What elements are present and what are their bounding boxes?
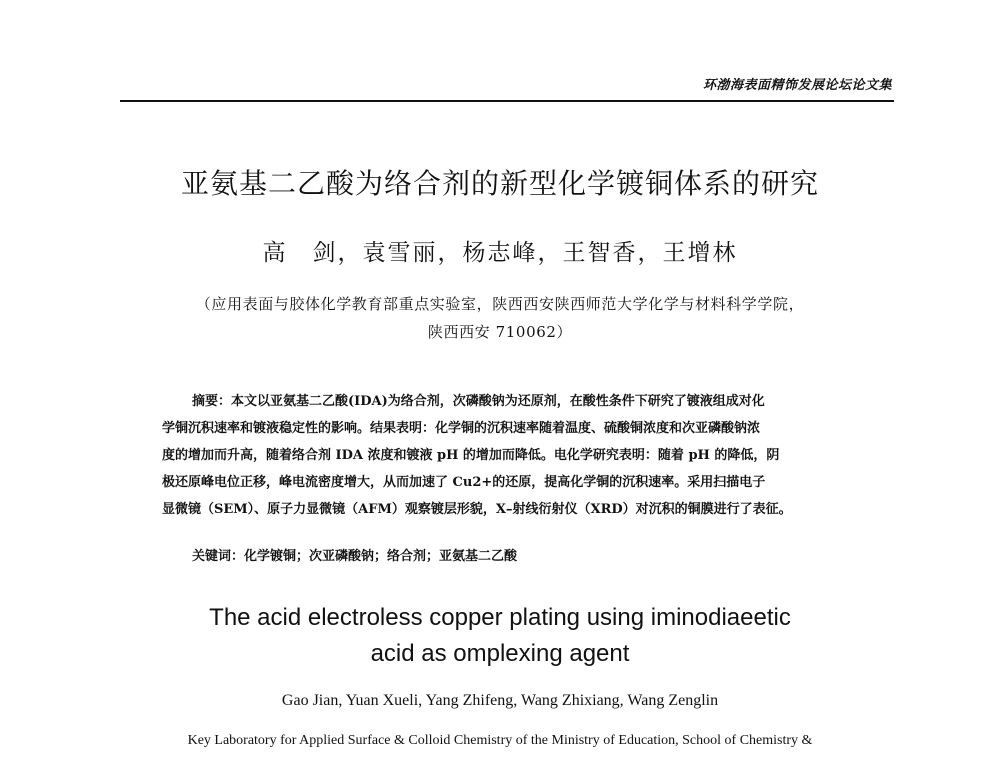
abstract-line: 显微镜（SEM）、原子力显微镜（AFM）观察镀层形貌，X–射线衍射仪（XRD）对沉积的铜膜进行了表征。 (162, 502, 792, 517)
paper-title-en (0, 600, 1000, 672)
paper-title-en-line2: acid as omplexing agent (370, 640, 630, 667)
abstract-line: 学铜沉积速率和镀液稳定性的影响。结果表明：化学铜的沉积速率随着温度、硫酸铜浓度和次亚磷酸钠浓 (162, 421, 761, 436)
paper-title-en-line1: The acid electroless copper plating using iminodiaeetic (209, 604, 791, 631)
keywords-cn: 关键词：化学镀铜；次亚磷酸钠；络合剂；亚氨基二乙酸 (192, 549, 518, 564)
abstract-line: 极还原峰电位正移，峰电流密度增大，从而加速了 Cu2+的还原，提高化学铜的沉积速率。采用扫描电子 (162, 475, 766, 490)
paper-title-cn: 亚氨基二乙酸为络合剂的新型化学镀铜体系的研究 (180, 167, 819, 200)
affiliation-en: Key Laboratory for Applied Surface & Colloid Chemistry of the Ministry of Education, School of Chemistry & (187, 733, 813, 748)
affiliation-cn-line1: （应用表面与胶体化学教育部重点实验室，陕西西安陕西师范大学化学与材料科学学院， (195, 295, 805, 313)
affiliation-cn-line2: 陕西西安 710062） (427, 323, 573, 341)
abstract-line: 摘要：本文以亚氨基二乙酸(IDA)为络合剂，次磷酸钠为还原剂，在酸性条件下研究了镀液组成对化 (192, 394, 765, 409)
abstract-cn (162, 388, 862, 523)
author-list-en: Gao Jian, Yuan Xueli, Yang Zhifeng, Wang Zhixiang, Wang Zenglin (281, 692, 719, 709)
author-list-cn: 高 剑，袁雪丽，杨志峰，王智香，王增林 (262, 240, 738, 266)
affiliation-cn (110, 290, 890, 346)
running-header: 环渤海表面精饰发展论坛论文集 (702, 78, 892, 93)
header-rule (120, 100, 894, 102)
abstract-line: 度的增加而升高，随着络合剂 IDA 浓度和镀液 pH 的增加而降低。电化学研究表明：随着 pH 的降低，阴 (162, 448, 780, 463)
